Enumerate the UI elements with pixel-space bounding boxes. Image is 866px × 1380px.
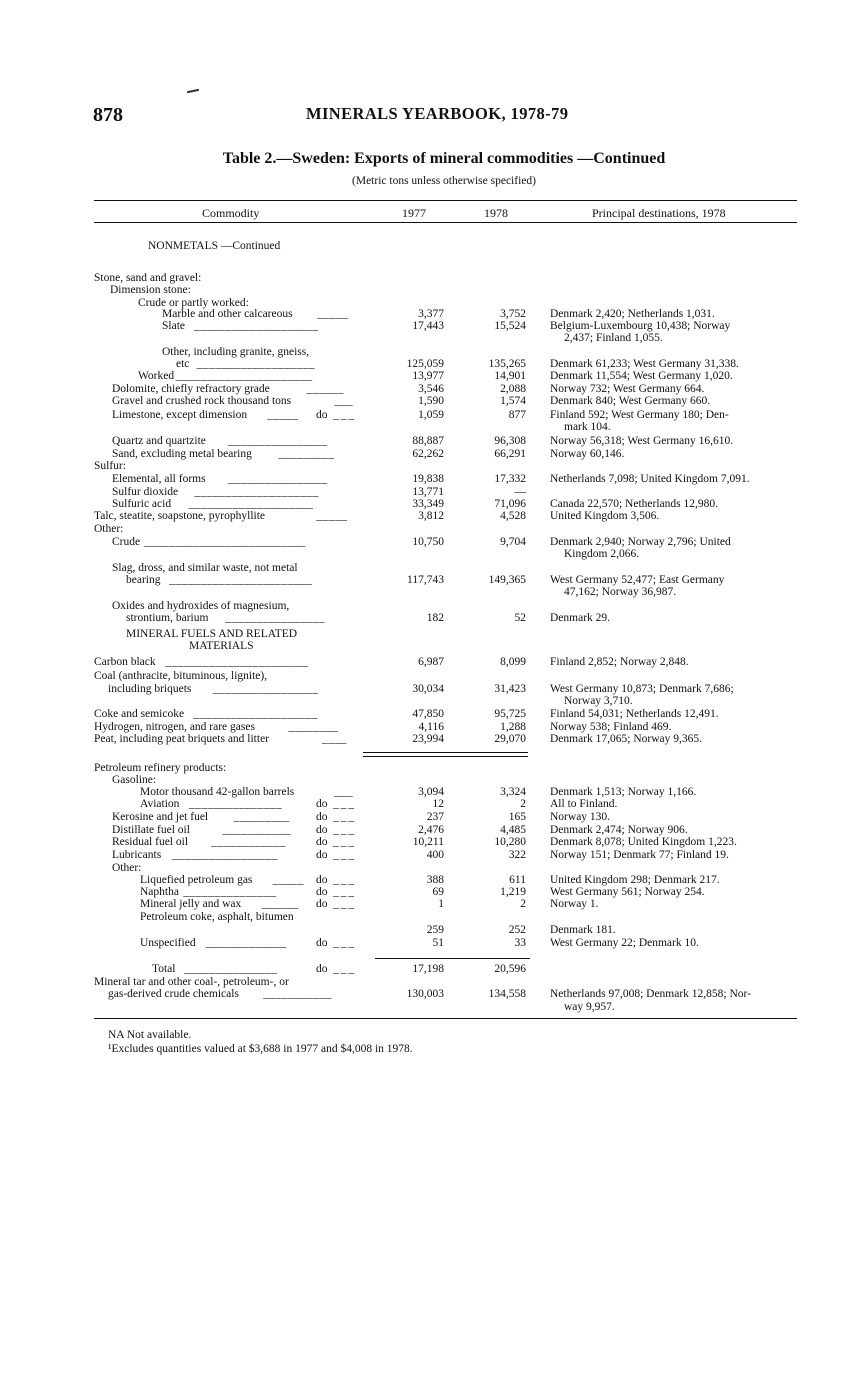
table-row — [0, 670, 866, 682]
leader-dashes: _ _ _ _ _ _ _ _ _ _ _ _ _ _ _ _ _ _ _ _ — [193, 708, 317, 720]
table-row — [0, 874, 866, 886]
table-row — [0, 988, 866, 1000]
value-1977: 10,211 — [412, 836, 444, 848]
value-1978: 1,219 — [500, 886, 526, 898]
leader-dashes: _ _ _ — [333, 874, 354, 886]
table-row — [0, 409, 866, 421]
destinations-cell: Denmark 2,940; Norway 2,796; United — [550, 536, 731, 548]
table-row — [0, 798, 866, 810]
value-1978: 3,752 — [500, 308, 526, 320]
table-row — [0, 562, 866, 574]
destinations-cell: West Germany 22; Denmark 10. — [550, 937, 699, 949]
table-row — [0, 473, 866, 485]
value-1978: 149,365 — [488, 574, 526, 586]
value-1978: 134,558 — [488, 988, 526, 1000]
table-row — [0, 1001, 866, 1013]
commodity-cell: Gasoline: — [112, 774, 157, 786]
leader-dashes: _ _ _ _ _ _ _ _ _ _ _ _ _ — [205, 937, 285, 949]
value-1978: 14,901 — [494, 370, 526, 382]
table-subtitle-text: (Metric tons unless otherwise specified) — [352, 175, 536, 187]
leader-dashes: _ _ _ _ _ _ _ _ _ _ _ _ _ _ _ _ _ _ _ _ — [194, 320, 317, 332]
value-1977: 62,262 — [412, 448, 444, 460]
table-row — [0, 383, 866, 395]
leader-dashes: _ _ _ _ _ _ _ _ _ _ _ _ — [211, 836, 285, 848]
destinations-cell: way 9,957. — [564, 1001, 615, 1013]
destinations-cell: Norway 732; West Germany 664. — [550, 383, 705, 395]
value-1978: 9,704 — [500, 536, 526, 548]
destinations-cell: Denmark 1,513; Norway 1,166. — [550, 786, 697, 798]
value-1978: 3,324 — [500, 786, 526, 798]
value-1978: 2 — [520, 898, 526, 910]
commodity-cell: Crude or partly worked: — [138, 297, 249, 309]
table-row — [0, 612, 866, 624]
commodity-cell: Hydrogen, nitrogen, and rare gases — [94, 721, 255, 733]
table-row — [0, 395, 866, 407]
section-fuels-line2: MATERIALS — [189, 640, 254, 652]
commodity-cell: Other, including granite, gneiss, — [162, 346, 310, 358]
header-1978: 1978 — [484, 206, 508, 220]
commodity-cell: bearing — [126, 574, 161, 586]
leader-dashes: _ _ _ _ _ _ _ _ _ — [233, 811, 288, 823]
table-row — [0, 370, 866, 382]
destinations-cell: Norway 60,146. — [550, 448, 625, 460]
value-1977: 33,349 — [412, 498, 444, 510]
unit-ditto: do — [316, 937, 328, 949]
header-commodity: Commodity — [202, 206, 260, 220]
value-1977: 3,377 — [418, 308, 444, 320]
value-1978: — — [514, 486, 526, 498]
destinations-cell: Norway 1. — [550, 898, 599, 910]
destinations-cell: Norway 130. — [550, 811, 611, 823]
table-bottom-rule — [94, 1018, 797, 1019]
table-row — [0, 460, 866, 472]
commodity-cell: Lubricants — [112, 849, 162, 861]
leader-dashes: _ _ _ _ _ — [316, 510, 346, 522]
value-1977: 3,812 — [418, 510, 444, 522]
commodity-cell: Unspecified — [140, 937, 196, 949]
table-row — [0, 320, 866, 332]
destinations-cell: Finland 54,031; Netherlands 12,491. — [550, 708, 719, 720]
commodity-cell: Sulfuric acid — [112, 498, 172, 510]
commodity-cell: Stone, sand and gravel: — [94, 272, 202, 284]
table-row — [0, 924, 866, 936]
leader-dashes: _ _ _ — [333, 824, 354, 836]
commodity-cell: Total — [152, 963, 176, 975]
section-fuels-line1: MINERAL FUELS AND RELATED — [126, 628, 298, 640]
value-1978: 15,524 — [494, 320, 526, 332]
destinations-cell: Denmark 840; West Germany 660. — [550, 395, 711, 407]
table-row — [0, 683, 866, 695]
leader-dashes: _ _ _ _ _ _ _ _ _ _ _ — [263, 988, 330, 1000]
leader-dashes: _ _ _ — [333, 849, 354, 861]
leader-dashes: _ _ _ _ _ _ — [306, 383, 343, 395]
leader-dashes: _ _ _ _ _ _ _ _ _ _ _ — [222, 824, 290, 836]
unit-ditto: do — [316, 824, 328, 836]
value-1977: 10,750 — [412, 536, 444, 548]
destinations-cell: West Germany 561; Norway 254. — [550, 886, 705, 898]
value-1978: 10,280 — [494, 836, 526, 848]
leader-dashes: _ _ _ _ _ _ _ _ _ _ _ _ _ _ _ _ _ _ _ _ _ _ _ _ _ _ — [144, 536, 305, 548]
table-row — [0, 523, 866, 535]
leader-dashes: _ _ _ — [333, 798, 354, 810]
leader-dashes: _ _ _ — [333, 963, 354, 975]
leader-dashes: _ _ _ — [333, 886, 354, 898]
destinations-cell: Canada 22,570; Netherlands 12,980. — [550, 498, 718, 510]
leader-dashes: _ _ _ — [333, 811, 354, 823]
commodity-cell: Carbon black — [94, 656, 156, 668]
footnote-na: NA Not available. — [108, 1029, 192, 1041]
commodity-cell: Sand, excluding metal bearing — [112, 448, 252, 460]
value-1977: 3,546 — [418, 383, 444, 395]
commodity-cell: Liquefied petroleum gas — [140, 874, 253, 886]
value-1977: 19,838 — [412, 473, 444, 485]
value-1977: 117,743 — [407, 574, 444, 586]
value-1977: 130,003 — [406, 988, 444, 1000]
table-row — [0, 600, 866, 612]
table-row — [0, 976, 866, 988]
value-1978: 252 — [508, 924, 526, 936]
value-1977: 17,198 — [412, 963, 444, 975]
unit-ditto: do — [316, 409, 328, 421]
commodity-cell: Sulfur: — [94, 460, 126, 472]
commodity-cell: Talc, steatite, soapstone, pyrophyllite — [94, 510, 266, 522]
value-1977: 13,771 — [412, 486, 444, 498]
page-number: 878 — [93, 104, 123, 126]
value-1978: 29,070 — [494, 733, 526, 745]
commodity-cell: strontium, barium — [126, 612, 209, 624]
unit-ditto: do — [316, 836, 328, 848]
leader-dashes: _ _ _ _ _ _ _ _ _ — [278, 448, 333, 460]
unit-ditto: do — [316, 898, 328, 910]
commodity-cell: Crude — [112, 536, 141, 548]
leader-dashes: _ _ _ _ _ _ _ _ _ _ _ _ _ _ _ _ _ _ _ _ — [194, 486, 318, 498]
leader-dashes: _ _ _ — [333, 898, 354, 910]
table-row — [0, 786, 866, 798]
value-1978: 17,332 — [494, 473, 526, 485]
leader-dashes: _ _ _ _ _ _ _ _ _ _ _ _ _ _ _ _ — [225, 612, 324, 624]
table-title-text: Table 2.—Sweden: Exports of mineral commodities —Continued — [222, 150, 666, 167]
leader-dashes: _ _ _ _ _ _ — [261, 898, 298, 910]
destinations-cell: Finland 592; West Germany 180; Den- — [550, 409, 729, 421]
destinations-cell: Norway 538; Finland 469. — [550, 721, 672, 733]
commodity-cell: Peat, including peat briquets and litter — [94, 733, 270, 745]
value-1978: 8,099 — [500, 656, 526, 668]
value-1977: 88,887 — [412, 435, 444, 447]
table-row — [0, 435, 866, 447]
table-row — [0, 346, 866, 358]
commodity-cell: Limestone, except dimension — [112, 409, 248, 421]
table-row — [0, 708, 866, 720]
destinations-cell: 2,437; Finland 1,055. — [564, 332, 663, 344]
table-row — [0, 358, 866, 370]
value-1978: 1,574 — [500, 395, 526, 407]
unit-ditto: do — [316, 798, 328, 810]
destinations-cell: Denmark 11,554; West Germany 1,020. — [550, 370, 733, 382]
value-1978: 96,308 — [494, 435, 526, 447]
value-1978: 66,291 — [494, 448, 526, 460]
commodity-cell: Slate — [162, 320, 185, 332]
footnotes — [108, 1028, 413, 1056]
commodity-cell: Dimension stone: — [110, 284, 191, 296]
unit-ditto: do — [316, 963, 328, 975]
value-1977: 69 — [432, 886, 444, 898]
commodity-cell: Coke and semicoke — [94, 708, 185, 720]
value-1978: 165 — [508, 811, 526, 823]
destinations-cell: Finland 2,852; Norway 2,848. — [550, 656, 689, 668]
commodity-cell: Mineral tar and other coal-, petroleum-, or — [94, 976, 289, 988]
unit-ditto: do — [316, 849, 328, 861]
table-row — [0, 536, 866, 548]
unit-ditto: do — [316, 886, 328, 898]
destinations-cell: Netherlands 97,008; Denmark 12,858; Nor- — [550, 988, 751, 1000]
table-row — [0, 862, 866, 874]
table-row — [0, 911, 866, 923]
value-1978: 71,096 — [494, 498, 526, 510]
commodity-cell: Worked — [138, 370, 175, 382]
destinations-cell: Norway 3,710. — [564, 695, 633, 707]
header-destinations: Principal destinations, 1978 — [592, 206, 726, 220]
leader-dashes: _ _ _ _ _ _ _ _ _ _ _ _ _ _ _ — [183, 886, 275, 898]
value-1977: 12 — [432, 798, 444, 810]
commodity-cell: Sulfur dioxide — [112, 486, 179, 498]
table-row — [0, 733, 866, 745]
table-row — [0, 284, 866, 296]
value-1977: 23,994 — [412, 733, 444, 745]
table-row — [0, 332, 866, 344]
value-1977: 30,034 — [412, 683, 444, 695]
value-1978: 2 — [520, 798, 526, 810]
table-row — [0, 448, 866, 460]
leader-dashes: _ _ _ _ _ _ _ _ _ _ _ _ _ _ _ _ _ _ _ _ — [188, 498, 312, 510]
leader-dashes: _ _ _ _ _ _ _ _ _ _ _ _ _ _ _ _ _ — [172, 849, 277, 861]
table-row — [0, 811, 866, 823]
table-row — [0, 498, 866, 510]
commodity-cell: gas-derived crude chemicals — [108, 988, 239, 1000]
leader-dashes: _ _ _ — [334, 395, 352, 407]
commodity-cell: including briquets — [108, 683, 192, 695]
commodity-cell: Marble and other calcareous — [162, 308, 293, 320]
leader-dashes: _ _ _ _ _ _ _ _ _ _ _ _ _ _ _ _ — [228, 435, 326, 447]
leader-dashes: _ _ _ _ _ — [267, 409, 297, 421]
table-row — [0, 774, 866, 786]
table-row — [0, 586, 866, 598]
destinations-cell: Denmark 2,474; Norway 906. — [550, 824, 688, 836]
commodity-cell: etc — [176, 358, 190, 370]
destinations-cell: mark 104. — [564, 421, 611, 433]
value-1977: 400 — [426, 849, 444, 861]
header-1977: 1977 — [402, 206, 426, 220]
value-1978: 31,423 — [494, 683, 526, 695]
leader-dashes: _ _ _ _ — [322, 733, 346, 745]
leader-dashes: _ _ _ — [333, 836, 354, 848]
table-row — [0, 824, 866, 836]
value-1978: 2,088 — [500, 383, 526, 395]
leader-dashes: _ _ _ _ _ — [272, 874, 303, 886]
commodity-cell: Motor thousand 42-gallon barrels — [140, 786, 295, 798]
destinations-cell: West Germany 52,477; East Germany — [550, 574, 725, 586]
commodity-cell: Mineral jelly and wax — [140, 898, 242, 910]
commodity-cell: Kerosine and jet fuel — [112, 811, 209, 823]
value-1978: 1,288 — [500, 721, 526, 733]
value-1977: 388 — [426, 874, 444, 886]
value-1978: 877 — [508, 409, 526, 421]
leader-dashes: _ _ _ — [333, 937, 354, 949]
commodity-cell: Distillate fuel oil — [112, 824, 190, 836]
table-row — [0, 308, 866, 320]
table-row — [0, 898, 866, 910]
table-row — [0, 695, 866, 707]
value-1978: 95,725 — [494, 708, 526, 720]
table-row — [0, 656, 866, 668]
leader-dashes: _ _ _ _ _ _ _ _ _ _ _ _ _ _ _ _ — [228, 473, 326, 485]
value-1978: 52 — [514, 612, 526, 624]
table-double-rule — [363, 752, 528, 757]
commodity-cell: Naphtha — [140, 886, 179, 898]
leader-dashes: _ _ _ _ _ _ _ _ _ _ _ _ _ _ _ _ _ _ _ _ _ _ _ — [165, 656, 307, 668]
leader-dashes: _ _ _ _ _ _ _ _ — [288, 721, 337, 733]
value-1977: 6,987 — [418, 656, 444, 668]
leader-dashes: _ _ _ _ _ _ _ _ _ _ _ _ _ _ _ _ _ _ _ _ _ _ — [175, 370, 311, 382]
table-row — [0, 849, 866, 861]
commodity-cell: Quartz and quartzite — [112, 435, 206, 447]
table-row — [0, 272, 866, 284]
table-row — [0, 836, 866, 848]
value-1977: 51 — [432, 937, 444, 949]
commodity-cell: Dolomite, chiefly refractory grade — [112, 383, 270, 395]
commodity-cell: Other: — [112, 862, 142, 874]
table-row — [0, 421, 866, 433]
value-1977: 259 — [426, 924, 444, 936]
table-row — [0, 574, 866, 586]
section-nonmetals: NONMETALS —Continued — [148, 240, 281, 252]
destinations-cell: Netherlands 7,098; United Kingdom 7,091. — [550, 473, 750, 485]
commodity-cell: Oxides and hydroxides of magnesium, — [112, 600, 290, 612]
value-1978: 33 — [514, 937, 526, 949]
value-1977: 17,443 — [412, 320, 444, 332]
unit-ditto: do — [316, 874, 328, 886]
value-1978: 135,265 — [488, 358, 526, 370]
leader-dashes: _ _ _ — [334, 786, 352, 798]
destinations-cell: Belgium-Luxembourg 10,438; Norway — [550, 320, 731, 332]
destinations-cell: Denmark 17,065; Norway 9,365. — [550, 733, 703, 745]
value-1977: 3,094 — [418, 786, 444, 798]
commodity-cell: Aviation — [140, 798, 180, 810]
table-row — [0, 486, 866, 498]
value-1978: 20,596 — [494, 963, 526, 975]
unit-ditto: do — [316, 811, 328, 823]
leader-dashes: _ _ _ _ _ _ _ _ _ _ _ _ _ _ _ — [188, 798, 281, 810]
value-1977: 182 — [426, 612, 444, 624]
destinations-cell: Kingdom 2,066. — [564, 548, 640, 560]
value-1977: 1,590 — [418, 395, 444, 407]
table-row — [0, 886, 866, 898]
value-1977: 13,977 — [412, 370, 444, 382]
commodity-cell: Slag, dross, and similar waste, not metal — [112, 562, 298, 574]
total-rule — [375, 958, 530, 959]
destinations-cell: United Kingdom 298; Denmark 217. — [550, 874, 720, 886]
value-1978: 611 — [509, 874, 526, 886]
commodity-cell: Petroleum refinery products: — [94, 762, 227, 774]
destinations-cell: Denmark 181. — [550, 924, 616, 936]
value-1978: 4,528 — [500, 510, 526, 522]
destinations-cell: Norway 56,318; West Germany 16,610. — [550, 435, 734, 447]
destinations-cell: Denmark 61,233; West Germany 31,338. — [550, 358, 739, 370]
table-row — [0, 963, 866, 975]
commodity-cell: Gravel and crushed rock thousand tons — [112, 395, 292, 407]
value-1977: 125,059 — [406, 358, 444, 370]
commodity-cell: Petroleum coke, asphalt, bitumen — [140, 911, 294, 923]
commodity-cell: Residual fuel oil — [112, 836, 189, 848]
leader-dashes: _ _ _ — [333, 409, 354, 421]
table-row — [0, 510, 866, 522]
destinations-cell: Norway 151; Denmark 77; Finland 19. — [550, 849, 729, 861]
commodity-cell: Elemental, all forms — [112, 473, 206, 485]
destinations-cell: Denmark 8,078; United Kingdom 1,223. — [550, 836, 737, 848]
value-1977: 237 — [426, 811, 444, 823]
value-1977: 4,116 — [418, 721, 444, 733]
leader-dashes: _ _ _ _ _ _ _ _ _ _ _ _ _ _ _ — [184, 963, 276, 975]
value-1978: 322 — [508, 849, 526, 861]
value-1977: 2,476 — [418, 824, 444, 836]
commodity-cell: Other: — [94, 523, 124, 535]
footnote-1: ¹Excludes quantities valued at $3,688 in 1977 and $4,008 in 1978. — [108, 1043, 413, 1055]
leader-dashes: _ _ _ _ _ _ _ _ _ _ _ _ _ _ _ _ _ _ _ _ _ _ _ — [169, 574, 311, 586]
value-1977: 47,850 — [412, 708, 444, 720]
value-1977: 1 — [438, 898, 444, 910]
table-row — [0, 721, 866, 733]
destinations-cell: 47,162; Norway 36,987. — [564, 586, 677, 598]
value-1978: 4,485 — [500, 824, 526, 836]
value-1977: 1,059 — [418, 409, 444, 421]
destinations-cell: United Kingdom 3,506. — [550, 510, 660, 522]
leader-dashes: _ _ _ _ _ _ _ _ _ _ _ _ _ _ _ _ _ _ _ — [196, 358, 314, 370]
table-row — [0, 548, 866, 560]
leader-dashes: _ _ _ _ _ — [317, 308, 347, 320]
destinations-cell: All to Finland. — [550, 798, 618, 810]
table-row — [0, 762, 866, 774]
destinations-cell: Denmark 29. — [550, 612, 611, 624]
running-head: MINERALS YEARBOOK, 1978-79 — [306, 104, 569, 123]
leader-dashes: _ _ _ _ _ _ _ _ _ _ _ _ _ _ _ _ _ — [212, 683, 317, 695]
destinations-cell: Denmark 2,420; Netherlands 1,031. — [550, 308, 715, 320]
table-row — [0, 937, 866, 949]
commodity-cell: Coal (anthracite, bituminous, lignite), — [94, 670, 268, 682]
destinations-cell: West Germany 10,873; Denmark 7,686; — [550, 683, 734, 695]
